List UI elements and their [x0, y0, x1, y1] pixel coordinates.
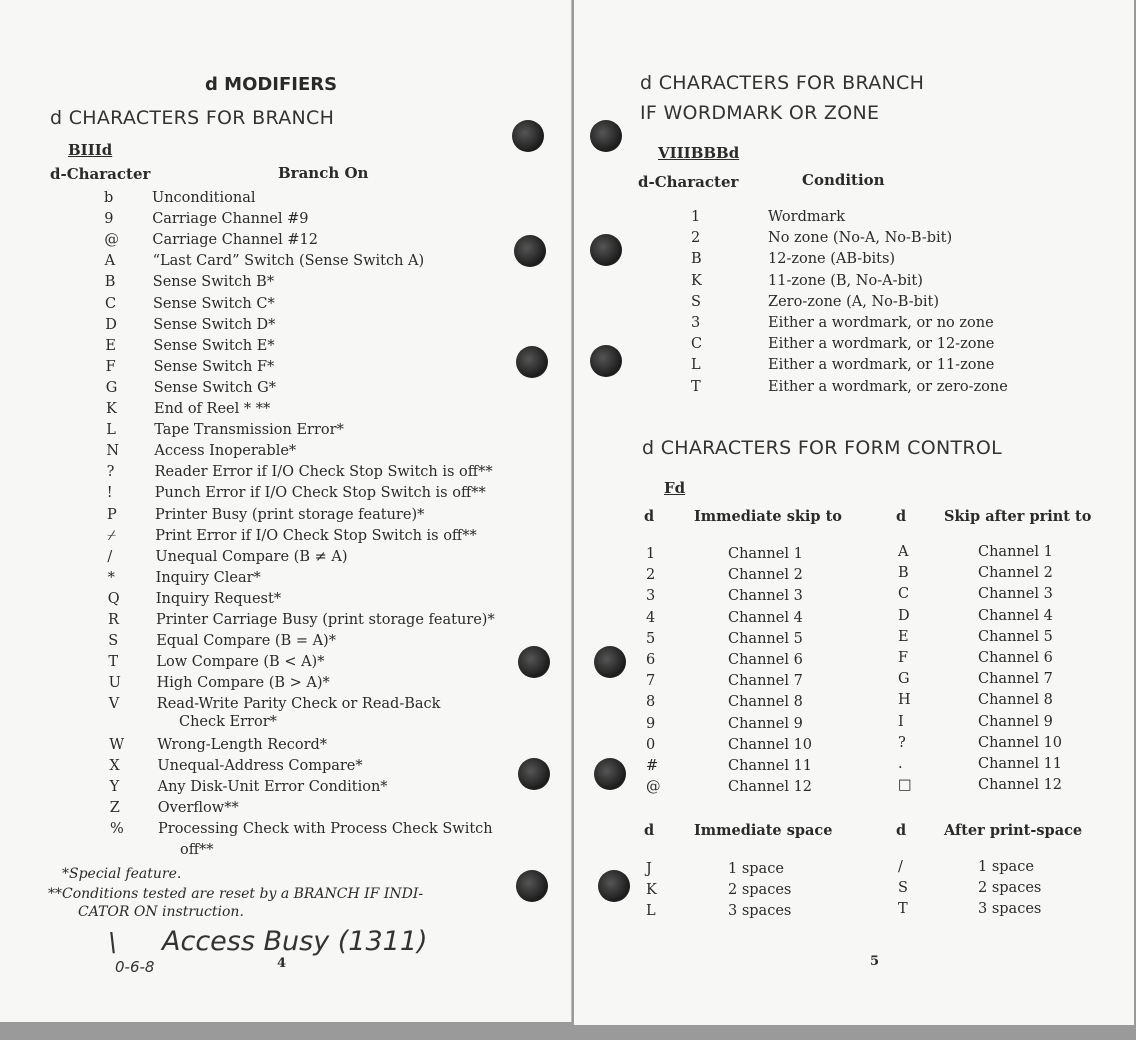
binder-hole [590, 120, 622, 152]
footnote-conditions: **Conditions tested are reset by a BRANCH IF INDI- [48, 886, 424, 902]
column-header: Skip after print to [944, 508, 1092, 525]
instruction-format: Fd [664, 479, 686, 497]
table-cell-value: Channel 12 [978, 777, 1063, 794]
d-character: V [108, 696, 120, 713]
table-cell-d: □ [898, 777, 912, 794]
table-cell-value: Channel 3 [728, 588, 803, 605]
table-cell-d: T [898, 901, 908, 918]
d-character: A [104, 253, 116, 270]
branch-condition: High Compare (B > A)* [156, 675, 330, 692]
table-cell-d: H [898, 692, 911, 709]
table-cell-d: 9 [646, 715, 656, 732]
table-cell-d: @ [646, 779, 661, 796]
branch-condition: Carriage Channel #12 [152, 232, 318, 249]
table-cell-d: 8 [646, 694, 656, 711]
branch-condition: Read-Write Parity Check or Read-Back [156, 696, 441, 713]
table-cell-value: Channel 5 [978, 628, 1053, 645]
column-header: d [896, 508, 907, 525]
right-page [574, 0, 1134, 1025]
condition: Either a wordmark, or zero-zone [768, 378, 1008, 395]
binder-hole [514, 235, 546, 267]
column-header-d-character: d-Character [638, 173, 739, 191]
table-cell-value: Channel 1 [978, 544, 1053, 560]
branch-condition: Punch Error if I/O Check Stop Switch is off** [154, 485, 486, 502]
branch-condition: “Last Card” Switch (Sense Switch A) [152, 253, 425, 270]
section-heading: d CHARACTERS FOR BRANCH [50, 107, 335, 129]
branch-condition: Unconditional [152, 190, 256, 206]
d-character: P [107, 506, 117, 523]
binder-hole [594, 646, 626, 678]
table-cell-d: 4 [646, 609, 656, 626]
d-character: 9 [104, 211, 114, 228]
table-cell-value: Channel 2 [728, 567, 803, 584]
table-cell-d: 7 [646, 673, 656, 690]
column-header: After print-space [944, 822, 1083, 839]
d-character: ! [106, 485, 113, 502]
d-character: 1 [691, 209, 701, 225]
table-cell-d: 6 [646, 652, 656, 668]
d-character: F [105, 358, 116, 375]
condition: Zero-zone (A, No-B-bit) [768, 293, 940, 310]
condition: Either a wordmark, or no zone [768, 315, 994, 331]
table-cell-d: / [898, 859, 903, 875]
d-character: T [108, 654, 119, 671]
d-character: Y [109, 778, 120, 795]
d-character: S [691, 293, 701, 310]
table-cell-value: Channel 11 [978, 756, 1063, 772]
section-heading-form-control: d CHARACTERS FOR FORM CONTROL [642, 437, 1003, 459]
table-cell-value: Channel 10 [978, 734, 1063, 751]
d-character: / [107, 548, 113, 565]
branch-condition: Carriage Channel #9 [152, 211, 309, 228]
condition: Either a wordmark, or 12-zone [768, 336, 995, 353]
table-cell-value: Channel 7 [978, 671, 1053, 688]
branch-condition: Inquiry Request* [155, 590, 282, 607]
branch-condition: Sense Switch D* [153, 316, 276, 333]
table-cell-d: B [898, 565, 909, 582]
branch-condition: Tape Transmission Error* [154, 422, 344, 439]
branch-condition: Printer Carriage Busy (print storage feature)* [156, 612, 495, 628]
d-character: b [104, 190, 114, 206]
table-cell-d: ? [898, 734, 906, 751]
d-character: L [106, 422, 116, 439]
table-cell-d: . [898, 756, 903, 772]
table-cell-value: 3 spaces [728, 903, 792, 920]
binder-hole [598, 870, 630, 902]
table-cell-d: # [646, 758, 659, 774]
table-cell-value: Channel 2 [978, 565, 1053, 582]
branch-condition: Print Error if I/O Check Stop Switch is off** [155, 527, 477, 544]
binder-hole [594, 758, 626, 790]
page-number: 5 [870, 954, 880, 969]
table-cell-d: 5 [646, 630, 656, 647]
table-cell-d: S [898, 880, 908, 897]
d-character: C [105, 295, 117, 312]
column-header: d [644, 508, 655, 525]
table-cell-value: Channel 6 [728, 652, 803, 668]
table-cell-d: K [646, 882, 657, 899]
d-character: ⌿ [107, 527, 116, 544]
footnote-conditions-cont: CATOR ON instruction. [78, 904, 244, 920]
handwritten-note: Access Busy (1311) [162, 926, 428, 957]
branch-condition: Equal Compare (B = A)* [156, 633, 336, 650]
d-character: X [109, 757, 120, 774]
table-cell-d: 3 [646, 588, 656, 605]
branch-condition: Sense Switch F* [153, 358, 275, 375]
d-character: ? [106, 464, 115, 481]
condition: Either a wordmark, or 11-zone [768, 357, 995, 374]
column-header-condition: Condition [802, 171, 885, 189]
binder-hole [516, 346, 548, 378]
d-character: L [691, 357, 701, 374]
table-cell-value: Channel 9 [728, 715, 803, 732]
table-cell-value: Channel 12 [728, 779, 813, 796]
table-cell-d: A [898, 544, 909, 560]
column-header-d-character: d-Character [50, 165, 151, 183]
instruction-format: BIIId [68, 141, 113, 159]
instruction-format: VIIIBBBd [658, 144, 740, 162]
d-character: C [691, 336, 703, 353]
binder-hole [512, 120, 544, 152]
binder-hole [518, 646, 550, 678]
column-header: Immediate space [694, 822, 833, 839]
left-page [0, 0, 572, 1022]
d-character: 3 [691, 315, 701, 331]
table-cell-d: 2 [646, 567, 656, 584]
binder-hole [590, 234, 622, 266]
table-cell-value: 2 spaces [978, 880, 1042, 897]
handwritten-code: 0-6-8 [115, 958, 155, 976]
branch-condition: Any Disk-Unit Error Condition* [157, 778, 388, 795]
table-cell-value: Channel 4 [728, 609, 803, 626]
column-header: d [896, 822, 907, 839]
table-cell-d: 1 [646, 546, 656, 562]
table-cell-value: 2 spaces [728, 882, 792, 899]
d-character: K [106, 401, 117, 417]
page-title: d MODIFIERS [205, 74, 338, 95]
table-cell-value: 3 spaces [978, 901, 1042, 918]
condition: Wordmark [768, 209, 845, 225]
table-cell-value: Channel 9 [978, 713, 1053, 730]
table-cell-d: E [898, 628, 909, 645]
column-header-branch-on: Branch On [278, 164, 369, 182]
d-character: U [108, 675, 121, 692]
column-header: Immediate skip to [694, 508, 842, 525]
table-cell-value: Channel 3 [978, 586, 1053, 603]
handwritten-backslash: \ [108, 928, 117, 958]
branch-condition: Sense Switch E* [153, 337, 275, 354]
d-character: S [108, 633, 119, 650]
d-character: R [108, 612, 119, 628]
table-cell-d: F [898, 650, 909, 666]
table-cell-value: Channel 8 [728, 694, 803, 711]
d-character: Z [109, 799, 120, 816]
d-character: Q [107, 590, 120, 607]
d-character: % [110, 821, 124, 837]
table-cell-d: G [898, 671, 910, 688]
d-character: 2 [691, 230, 701, 247]
binder-hole [516, 870, 548, 902]
branch-condition: Sense Switch C* [153, 295, 275, 312]
branch-condition: Printer Busy (print storage feature)* [155, 506, 425, 523]
table-cell-d: C [898, 586, 910, 603]
table-cell-d: 0 [646, 736, 656, 753]
table-cell-value: Channel 1 [728, 546, 803, 562]
table-cell-d: D [898, 607, 910, 624]
condition: 12-zone (AB-bits) [768, 251, 896, 268]
column-header: d [644, 822, 655, 839]
branch-condition: off** [180, 842, 214, 859]
d-character: G [105, 379, 118, 396]
table-cell-value: Channel 7 [728, 673, 803, 690]
branch-condition: Processing Check with Process Check Switch [158, 821, 493, 837]
condition: 11-zone (B, No-A-bit) [768, 272, 923, 289]
condition: No zone (No-A, No-B-bit) [768, 230, 953, 247]
branch-condition: Access Inoperable* [154, 443, 297, 460]
branch-condition: Sense Switch G* [153, 379, 276, 396]
page-number: 4 [277, 956, 287, 971]
d-character: D [105, 316, 117, 333]
branch-condition: Check Error* [179, 713, 277, 730]
d-character: E [105, 337, 116, 354]
table-cell-value: 1 space [728, 861, 784, 877]
branch-condition: Reader Error if I/O Check Stop Switch is off** [154, 464, 493, 481]
table-cell-value: Channel 10 [728, 736, 813, 753]
branch-condition: Inquiry Clear* [155, 569, 261, 586]
table-cell-value: Channel 11 [728, 758, 813, 774]
branch-condition: Unequal-Address Compare* [157, 757, 363, 774]
table-cell-value: Channel 6 [978, 650, 1053, 666]
d-character: B [691, 251, 702, 268]
branch-condition: End of Reel * ** [154, 401, 271, 417]
binder-hole [590, 345, 622, 377]
section-heading-wordmark-cont: IF WORDMARK OR ZONE [640, 102, 880, 124]
table-cell-value: Channel 5 [728, 630, 803, 647]
branch-condition: Unequal Compare (B ≠ A) [155, 548, 348, 565]
d-character: N [106, 443, 120, 460]
d-character: K [691, 272, 702, 289]
branch-condition: Wrong-Length Record* [157, 736, 328, 753]
table-cell-value: Channel 4 [978, 607, 1053, 624]
d-character: T [691, 378, 701, 395]
d-character: * [107, 569, 115, 586]
footnote-special: *Special feature. [62, 866, 182, 882]
branch-condition: Sense Switch B* [152, 274, 275, 291]
section-heading-wordmark: d CHARACTERS FOR BRANCH [640, 72, 925, 94]
d-character: B [104, 274, 116, 291]
table-cell-value: 1 space [978, 859, 1034, 875]
branch-condition: Low Compare (B < A)* [156, 654, 325, 671]
table-cell-d: J [646, 861, 652, 877]
binder-hole [518, 758, 550, 790]
table-cell-d: I [898, 713, 904, 730]
branch-condition: Overflow** [157, 799, 239, 816]
d-character: W [109, 736, 125, 753]
table-cell-d: L [646, 903, 656, 920]
d-character: @ [104, 232, 119, 249]
table-cell-value: Channel 8 [978, 692, 1053, 709]
